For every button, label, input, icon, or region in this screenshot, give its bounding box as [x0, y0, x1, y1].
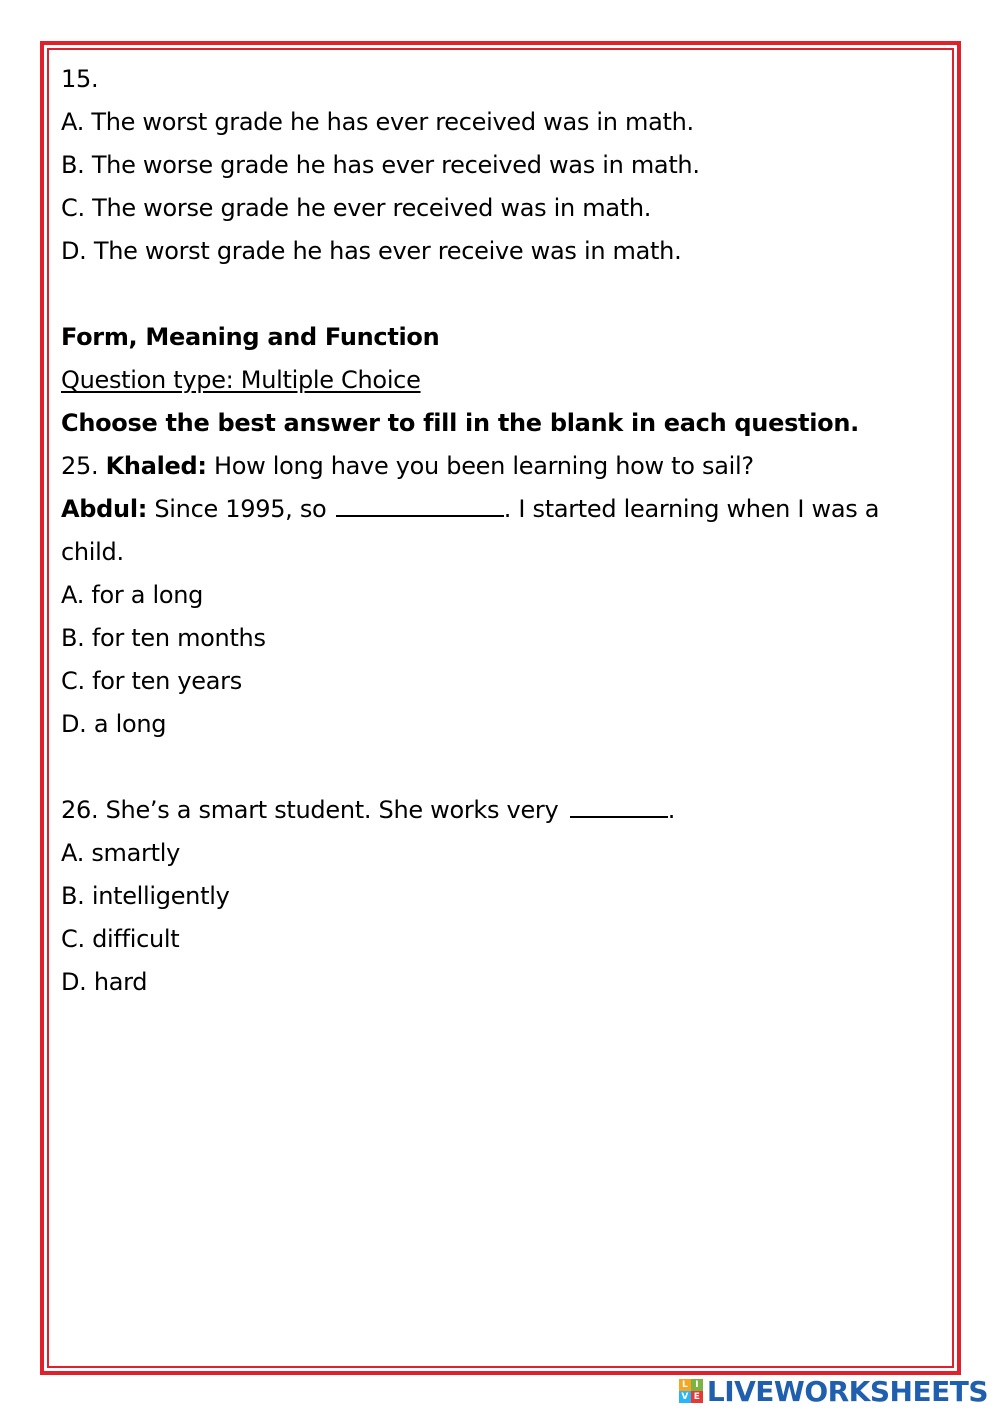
q26-stem: [61, 789, 931, 832]
q25-option-d: D. a long: [61, 710, 167, 738]
q26-option-d: D. hard: [61, 968, 148, 996]
q25-continuation: child.: [61, 538, 124, 566]
spacer: [61, 746, 931, 789]
q26-option-a: A. smartly: [61, 839, 180, 867]
logo-letter: L: [679, 1379, 691, 1391]
q25-abdul-text-after: . I started learning when I was a: [503, 495, 880, 523]
logo-letter: V: [679, 1391, 691, 1403]
logo-letter: E: [691, 1391, 703, 1403]
liveworksheets-logo: [679, 1374, 988, 1408]
question-type: Question type: Multiple Choice: [61, 366, 421, 394]
q26-option-c: C. difficult: [61, 925, 180, 953]
instruction: Choose the best answer to fill in the blank in each question.: [61, 409, 859, 437]
q25-option-a: A. for a long: [61, 581, 204, 609]
q25-khaled-text: How long have you been learning how to sail?: [206, 452, 754, 480]
worksheet-content: [61, 58, 931, 1004]
q25-abdul-line: [61, 488, 931, 531]
q26-option-b: B. intelligently: [61, 882, 230, 910]
answer-blank[interactable]: [570, 794, 668, 818]
section-title: Form, Meaning and Function: [61, 323, 440, 351]
q15-option-a: A. The worst grade he has ever received was in math.: [61, 108, 694, 136]
q15-option-b: B. The worse grade he has ever received was in math.: [61, 151, 700, 179]
liveworksheets-logo-icon: [679, 1379, 703, 1403]
speaker-abdul: Abdul:: [61, 495, 148, 523]
q25-number: 25.: [61, 452, 99, 480]
q15-number: 15.: [61, 65, 99, 93]
q26-stem-before: 26. She’s a smart student. She works very: [61, 796, 566, 824]
q25-option-c: C. for ten years: [61, 667, 242, 695]
q15-option-c: C. The worse grade he ever received was in math.: [61, 194, 652, 222]
logo-text: LIVEWORKSHEETS: [706, 1374, 988, 1408]
spacer: [61, 273, 931, 316]
speaker-khaled: Khaled:: [105, 452, 207, 480]
q26-stem-after: .: [667, 796, 676, 824]
logo-letter: I: [691, 1379, 703, 1391]
q15-option-d: D. The worst grade he has ever receive was in math.: [61, 237, 682, 265]
q25-khaled-line: [61, 445, 931, 488]
answer-blank[interactable]: [336, 493, 504, 517]
q25-abdul-text-before: Since 1995, so: [147, 495, 334, 523]
q25-option-b: B. for ten months: [61, 624, 266, 652]
